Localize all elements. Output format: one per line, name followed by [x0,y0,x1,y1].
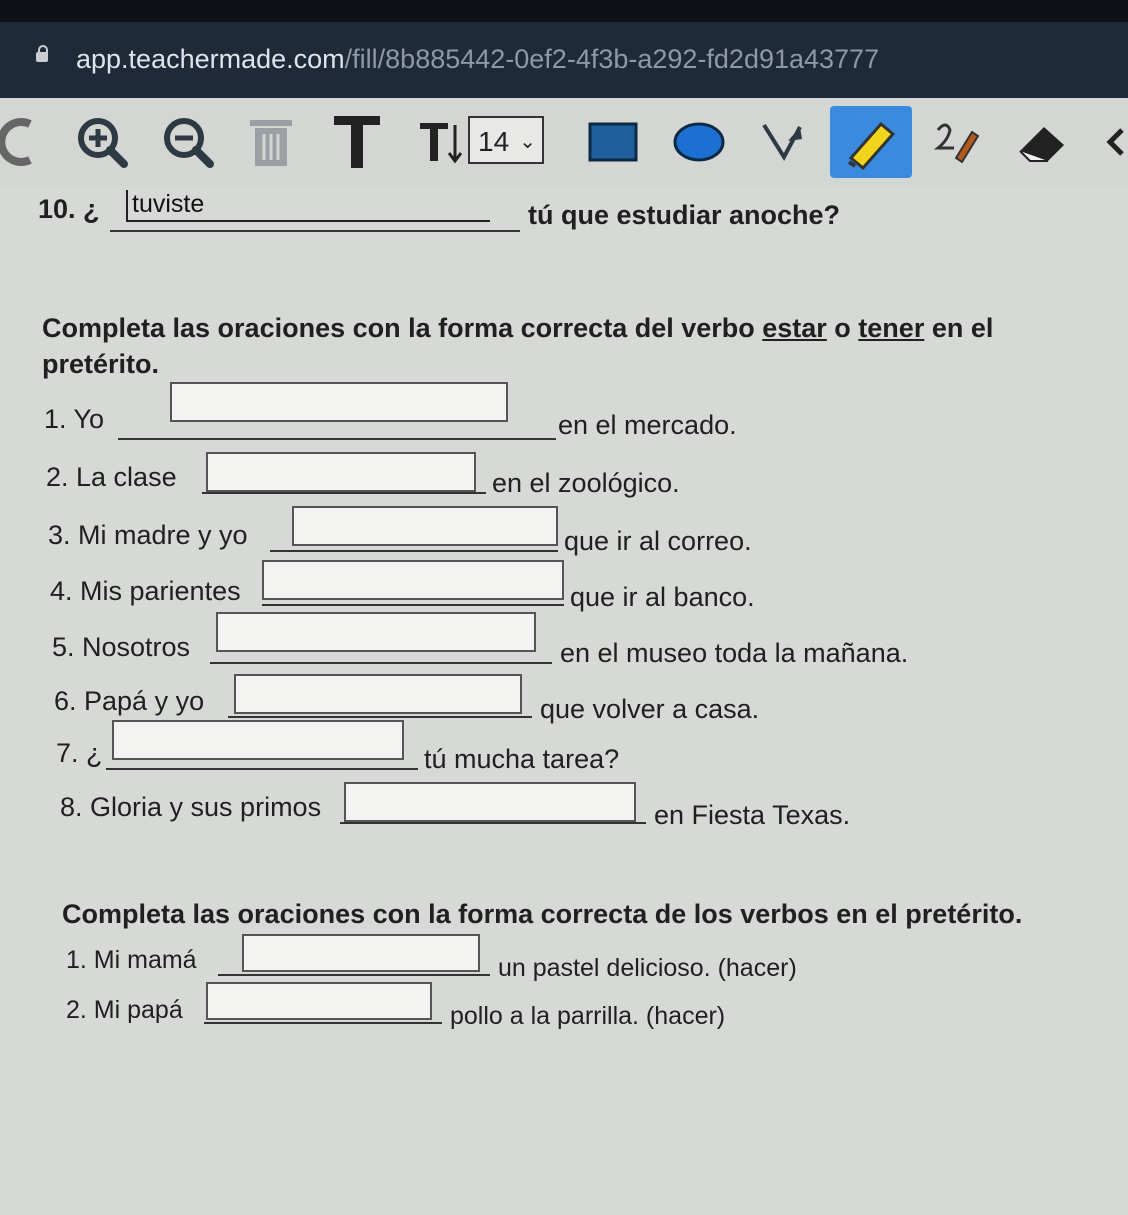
section1-instruction [42,310,1102,382]
q10-answer-line [110,230,520,232]
s2-item2-suffix: pollo a la parrilla. (hacer) [450,1002,726,1030]
q10-answer-field[interactable] [126,190,490,222]
s1-item3-suffix: que ir al correo. [564,526,752,556]
s1-item5-prefix: 5. Nosotros [52,632,191,662]
s1-item5-line [210,662,552,664]
rectangle-icon[interactable] [588,106,638,178]
address-bar[interactable] [0,22,1128,98]
instruction-text-b: o [826,313,859,343]
scroll-right-icon[interactable] [1100,106,1128,178]
s2-item2-answer-box[interactable] [206,982,432,1020]
eraser-icon[interactable] [1012,106,1072,178]
q10-answer-value: tuviste [132,190,205,218]
s2-item1-suffix: un pastel delicioso. (hacer) [498,954,797,982]
draw-icon[interactable] [926,106,986,178]
s2-item2-line [204,1022,442,1024]
s1-item7-prefix: 7. ¿ [56,738,103,768]
s1-item4-line [262,604,564,606]
s1-item6-answer-box[interactable] [234,674,522,714]
s1-item7-suffix: tú mucha tarea? [424,744,620,774]
s1-item8-line [340,822,646,824]
highlighter-icon[interactable] [830,106,912,178]
s1-item1-suffix: en el mercado. [558,410,737,440]
chevron-down-icon: ⌄ [519,131,536,153]
text-size-icon[interactable] [418,106,462,178]
s1-item6-line [228,716,532,718]
s1-item7-answer-box[interactable] [112,720,404,760]
s1-item1-line [118,438,556,440]
q10-suffix: tú que estudiar anoche? [528,200,841,230]
s1-item8-prefix: 8. Gloria y sus primos [60,792,322,822]
s2-item1-answer-box[interactable] [242,934,480,972]
s1-item2-answer-box[interactable] [206,452,476,492]
worksheet [0,186,1128,1215]
s1-item4-answer-box[interactable] [262,560,564,600]
circle-icon[interactable] [672,106,726,178]
verb-tener: tener [858,313,925,343]
zoom-in-icon[interactable] [74,106,130,178]
s1-item2-suffix: en el zoológico. [492,468,680,498]
verb-estar: estar [762,313,827,343]
s1-item6-prefix: 6. Papá y yo [54,686,205,716]
s1-item4-suffix: que ir al banco. [570,582,755,612]
text-icon[interactable] [332,106,382,178]
url-text[interactable] [76,44,879,75]
s1-item5-suffix: en el museo toda la mañana. [560,638,909,668]
s1-item2-line [202,492,486,494]
instruction-text-a: Completa las oraciones con la forma correcta del verbo [42,313,763,343]
font-size-select[interactable] [468,116,544,164]
s2-item1-prefix: 1. Mi mamá [66,946,197,974]
lock-icon [36,52,48,62]
font-size-value: 14 [478,126,510,157]
s1-item6-suffix: que volver a casa. [540,694,760,724]
redo-icon[interactable] [0,106,40,178]
instruction-text-d: pretérito. [42,349,160,379]
q10-prefix: 10. ¿ [38,194,100,224]
window-top-bar [0,0,1128,22]
s2-item2-prefix: 2. Mi papá [66,996,183,1024]
s1-item2-prefix: 2. La clase [46,462,177,492]
s1-item3-line [270,550,558,552]
trash-icon[interactable] [246,106,296,178]
instruction-text-c: en el [924,313,994,343]
s2-item1-line [218,974,490,976]
editor-toolbar [0,98,1128,186]
url-host: app.teachermade.com [76,44,345,74]
zoom-out-icon[interactable] [160,106,216,178]
s1-item5-answer-box[interactable] [216,612,536,652]
section2-instruction: Completa las oraciones con la forma correcta de los verbos en el pretérito. [62,899,1023,929]
s1-item1-prefix: 1. Yo [44,404,105,434]
s1-item8-answer-box[interactable] [344,782,636,822]
s1-item7-line [106,768,418,770]
pen-icon[interactable] [760,106,810,178]
s1-item3-answer-box[interactable] [292,506,558,546]
s1-item3-prefix: 3. Mi madre y yo [48,520,248,550]
s1-item1-answer-box[interactable] [170,382,508,422]
url-path: /fill/8b885442-0ef2-4f3b-a292-fd2d91a43777 [344,44,880,74]
s1-item4-prefix: 4. Mis parientes [50,576,241,606]
s1-item8-suffix: en Fiesta Texas. [654,800,851,830]
